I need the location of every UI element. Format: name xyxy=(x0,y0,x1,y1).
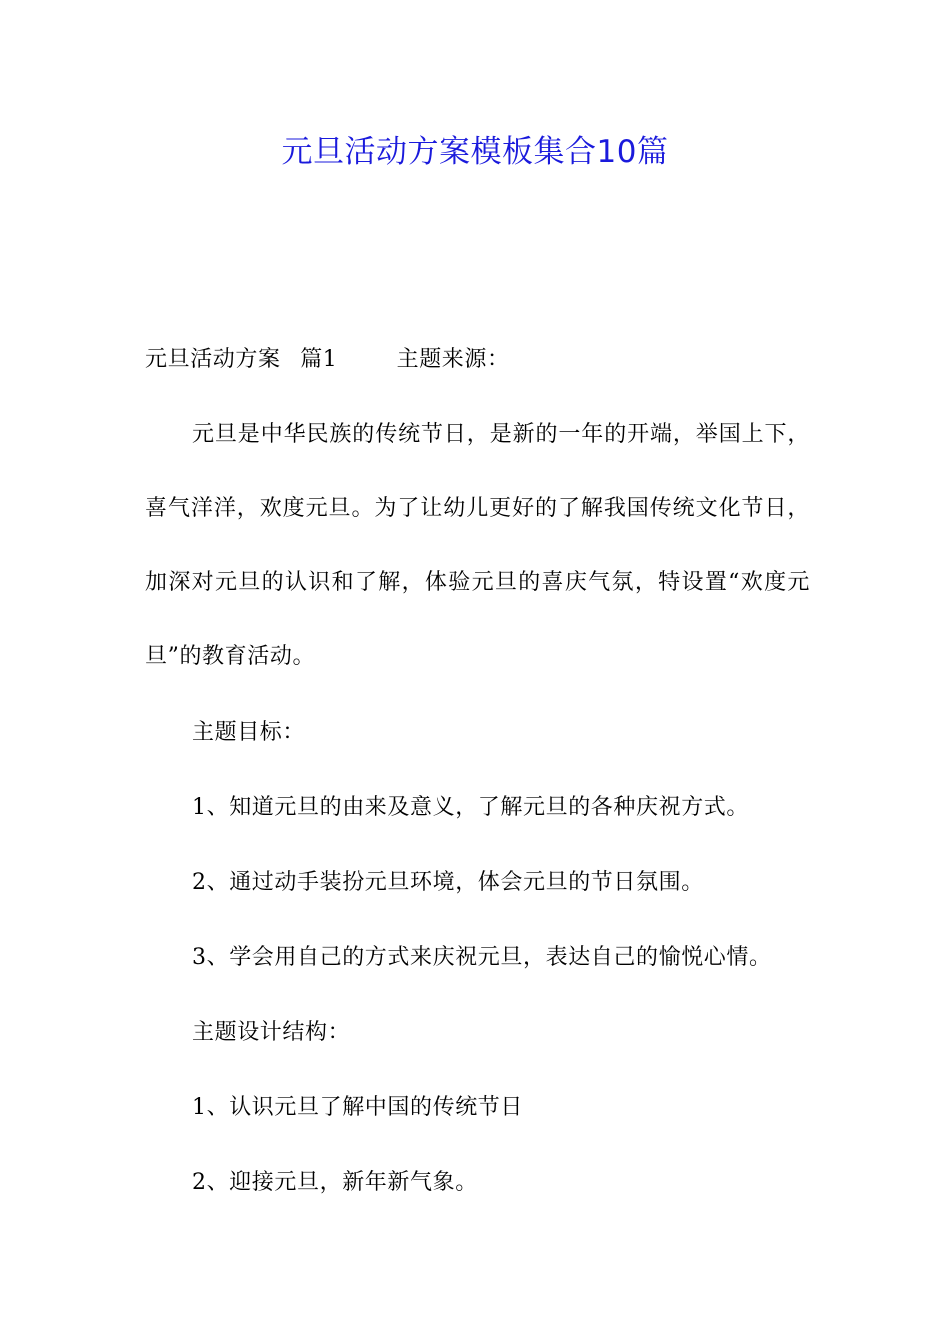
structure-item: 1、认识元旦了解中国的传统节日 xyxy=(192,1095,523,1120)
section-subheading: 主题来源： xyxy=(396,347,510,372)
section-heading xyxy=(145,345,510,375)
document-title: 元旦活动方案模板集合10篇 xyxy=(281,134,669,170)
section-heading-number: 篇1 xyxy=(300,347,338,372)
goal-item: 3、学会用自己的方式来庆祝元旦，表达自己的愉悦心情。 xyxy=(192,945,772,970)
intro-paragraph: 元旦是中华民族的传统节日，是新的一年的开端，举国上下，喜气洋洋，欢度元旦。为了让幼儿更好的了解我国传统文化节日，加深对元旦的认识和了解，体验元旦的喜庆气氛，特设置“欢度元旦”的教育活动。 xyxy=(145,422,810,669)
goals-heading: 主题目标： xyxy=(192,720,306,745)
section-heading-label: 元旦活动方案 xyxy=(145,347,281,372)
structure-item: 2、迎接元旦，新年新气象。 xyxy=(192,1170,478,1195)
structure-heading: 主题设计结构： xyxy=(192,1020,351,1045)
goal-item: 2、通过动手装扮元旦环境，体会元旦的节日氛围。 xyxy=(192,870,704,895)
goal-item: 1、知道元旦的由来及意义，了解元旦的各种庆祝方式。 xyxy=(192,795,749,820)
